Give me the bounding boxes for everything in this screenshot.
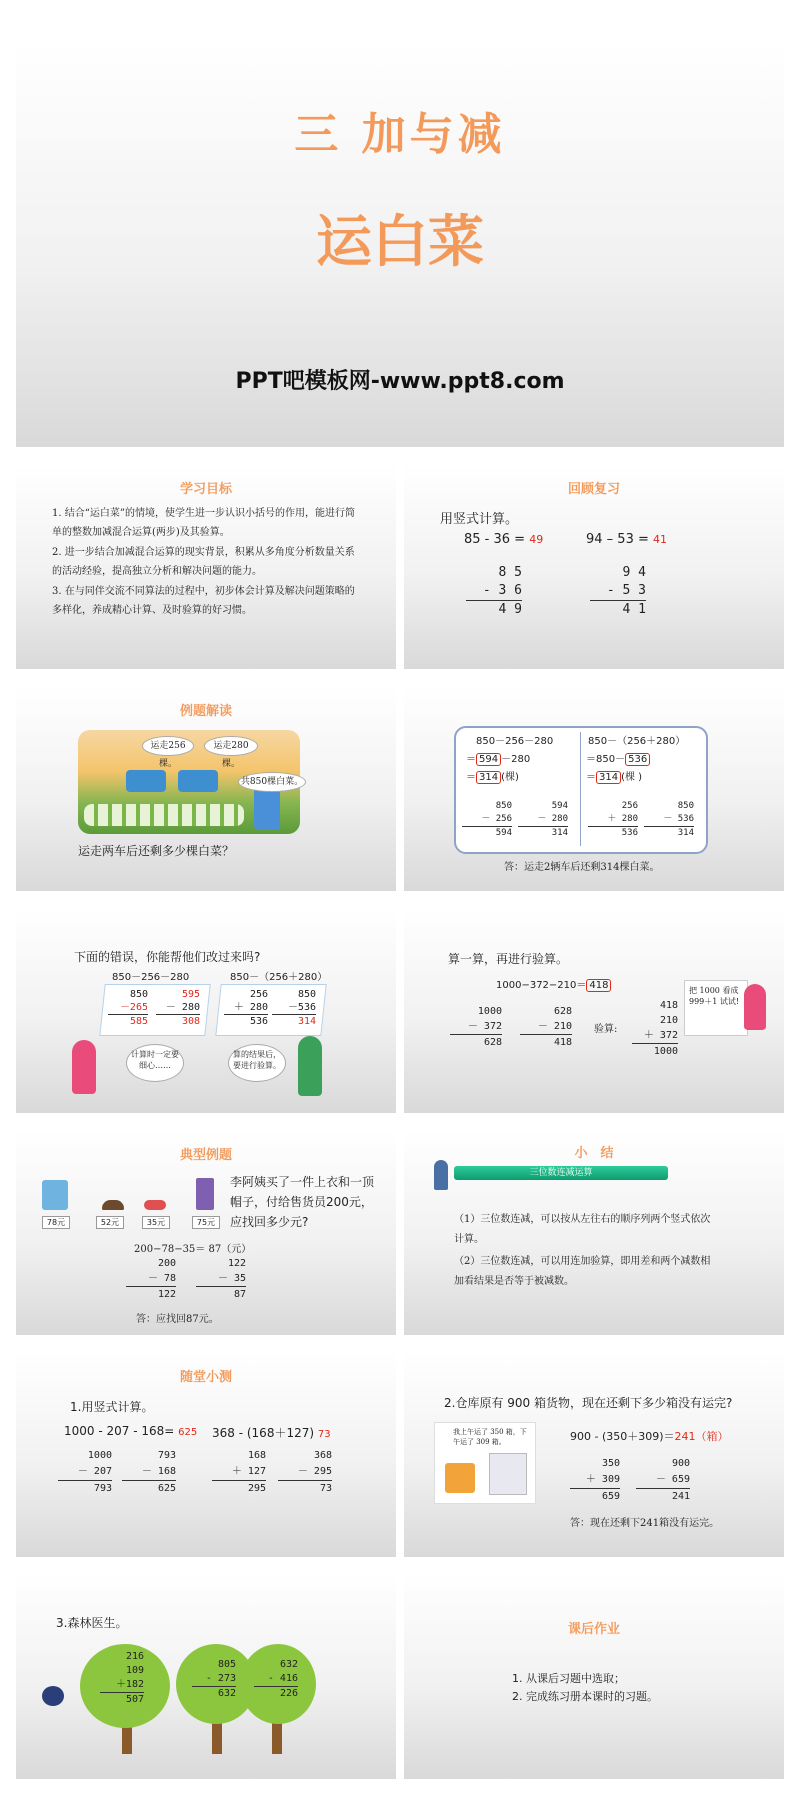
operand: 9 4	[622, 565, 646, 580]
result: 536	[224, 1014, 268, 1028]
warehouse-slide	[404, 1352, 784, 1557]
result: 226	[254, 1686, 298, 1701]
calc-vertical-1	[450, 1004, 502, 1050]
equals: ＝	[586, 772, 596, 783]
typical-expression: 200−78−35＝ 87（元）	[134, 1244, 252, 1255]
practice-label: 1.用竖式计算。	[70, 1400, 154, 1414]
boxed-value: 536	[625, 753, 650, 766]
review-q1: 85 - 36 =	[464, 532, 526, 547]
result: 418	[520, 1034, 572, 1050]
example-question: 运走两车后还剩多少棵白菜？	[78, 844, 235, 858]
calc-title: 算一算，再进行验算。	[448, 952, 569, 966]
warehouse-question: 2.仓库原有 900 箱货物，现在还剩下多少箱没有运完?	[444, 1396, 733, 1410]
operand: 109	[125, 1665, 144, 1676]
answer: 625	[178, 1427, 198, 1438]
error-vertical-2	[156, 988, 200, 1028]
truck-icon	[178, 770, 218, 792]
solution-vertical-4	[644, 800, 694, 840]
practice-vertical-3	[212, 1448, 266, 1497]
left-step-2	[466, 768, 519, 783]
typical-title: 典型例题	[179, 1148, 232, 1163]
hat-icon	[102, 1200, 124, 1210]
operand: 256	[621, 801, 638, 811]
operand: 850	[129, 989, 148, 1000]
operand: － 168	[141, 1466, 176, 1477]
operand: － 35	[217, 1273, 246, 1284]
summary-banner: 三位数连减运算	[454, 1166, 668, 1180]
unit: (棵 )	[621, 772, 643, 783]
operand: － 78	[147, 1273, 176, 1284]
practice-q1-row	[64, 1424, 197, 1438]
result: 314	[644, 826, 694, 840]
summary-point-1: （1）三位数连减，可以按从左往右的顺序列两个竖式依次计算。	[454, 1214, 711, 1245]
speech-bubble	[142, 736, 194, 769]
result: 659	[570, 1488, 620, 1505]
calc-expression	[496, 976, 611, 991]
operand: 805	[217, 1659, 236, 1670]
forest-slide	[16, 1574, 396, 1779]
practice-slide	[16, 1352, 396, 1557]
forest-problem-3	[254, 1658, 298, 1701]
practice-title: 随堂小测	[179, 1370, 232, 1385]
operand: ＋ 280	[607, 814, 638, 824]
tip-text: 把 1000 看成 999＋1 试试!	[689, 986, 740, 1006]
right-expression: 850－（256＋280）	[588, 736, 686, 747]
answer: 241（箱）	[674, 1430, 729, 1443]
cover-slide	[16, 40, 784, 447]
boy-figure	[298, 1036, 322, 1096]
unit-title: 三 加与减	[294, 109, 506, 160]
error-vertical-3	[224, 988, 268, 1028]
solution-vertical-3	[588, 800, 638, 840]
warehouse-vertical-1	[570, 1456, 620, 1505]
lesson-title: 运白菜	[316, 210, 484, 275]
operand: 216	[125, 1651, 144, 1662]
operand: － 210	[537, 1021, 572, 1032]
homework-item-1: 1. 从课后习题中选取；	[512, 1672, 625, 1685]
truck-icon	[126, 770, 166, 792]
practice-vertical-1	[58, 1448, 112, 1497]
review-q2-row	[586, 532, 667, 547]
equals: ＝	[466, 772, 476, 783]
operand: －265	[119, 1002, 148, 1013]
thought-bubble	[126, 1044, 184, 1082]
errors-expr-1: 850－256－280	[112, 972, 190, 983]
operand: - 5 3	[606, 583, 646, 598]
cabbage-rows	[84, 804, 244, 826]
question: 368 - (168＋127)	[212, 1426, 315, 1440]
operand: ＋182	[115, 1679, 144, 1690]
operand: 350	[601, 1458, 620, 1469]
objectives-slide	[16, 464, 396, 669]
left-expression: 850－256－280	[476, 736, 554, 747]
errors-expr-2: 850－（256＋280）	[230, 972, 328, 983]
result: 4 9	[466, 600, 522, 619]
result: 4 1	[590, 600, 646, 619]
skirt-icon	[196, 1178, 214, 1210]
operand: - 273	[205, 1673, 236, 1684]
warehouse-answer: 答：现在还剩下241箱没有运完。	[570, 1518, 720, 1529]
teacher-figure	[434, 1160, 448, 1190]
operand: 210	[659, 1015, 678, 1026]
example-slide	[16, 686, 396, 891]
bubble-text: 运走256棵。	[150, 741, 186, 769]
question: 1000 - 207 - 168=	[64, 1424, 175, 1438]
girl-figure	[72, 1040, 96, 1094]
result: 122	[126, 1286, 176, 1302]
operand: 628	[553, 1006, 572, 1017]
result: 1000	[632, 1043, 678, 1059]
homework-slide	[404, 1574, 784, 1779]
homework-item-2: 2. 完成练习册本课时的习题。	[512, 1690, 658, 1703]
error-vertical-4	[272, 988, 316, 1028]
check-vertical	[632, 998, 678, 1059]
step-rest: －280	[501, 754, 531, 765]
expression: 900 - (350＋309)＝	[570, 1430, 675, 1443]
review-a1: 49	[529, 533, 544, 546]
result: 536	[588, 826, 638, 840]
operand: 1000	[477, 1006, 502, 1017]
bird-icon	[42, 1686, 64, 1706]
operand: 594	[551, 801, 568, 811]
price-tag: 35元	[142, 1216, 170, 1229]
forest-title: 3.森林医生。	[56, 1616, 128, 1630]
forklift-icon	[445, 1463, 475, 1493]
operand: 8 5	[498, 565, 522, 580]
boxed-value: 418	[586, 979, 611, 992]
example-title: 例题解读	[179, 704, 232, 719]
operand: － 256	[481, 814, 512, 824]
price-tag: 52元	[96, 1216, 124, 1229]
price-tag: 78元	[42, 1216, 70, 1229]
review-vertical-2	[590, 564, 646, 619]
bubble-text: 计算时一定要细心……	[131, 1050, 179, 1070]
operand: 122	[227, 1258, 246, 1269]
review-a2: 41	[653, 533, 668, 546]
objectives-item-3: 3. 在与同伴交流不同算法的过程中，初步体会计算及解决问题策略的多样化，养成精心计算、及时验算的好习惯。	[52, 586, 355, 616]
review-slide	[404, 464, 784, 669]
summary-point-2: （2）三位数连减，可以用连加验算，即用差和两个减数相加看结果是否等于被减数。	[454, 1256, 711, 1287]
operand: 418	[659, 1000, 678, 1011]
typical-vertical-2	[196, 1256, 246, 1302]
check-label: 验算:	[594, 1024, 618, 1035]
review-q1-row	[464, 532, 543, 547]
typical-answer: 答：应找回87元。	[136, 1314, 219, 1325]
bubble-text: 共850棵白菜。	[240, 777, 304, 787]
objectives-item-1: 1. 结合“运白菜”的情境，使学生进一步认识小括号的作用，能进行简单的整数加减混合运算(两步)及其验算。	[52, 508, 355, 538]
forest-problem-2	[192, 1658, 236, 1701]
bubble-text: 运走280棵。	[213, 741, 249, 769]
typical-slide	[16, 1130, 396, 1335]
result: 73	[278, 1480, 332, 1497]
jacket-icon	[42, 1180, 68, 1210]
operand: －536	[287, 1002, 316, 1013]
solution-slide	[404, 686, 784, 891]
warehouse-expression	[570, 1428, 729, 1444]
step-lead: ＝850－	[586, 754, 626, 765]
bubble-text: 算的结果后，要进行验算。	[233, 1050, 281, 1070]
warehouse-note: 我上午运了 350 箱，下午运了 309 箱。	[453, 1428, 527, 1446]
calc-check-slide	[404, 908, 784, 1113]
thought-bubble	[228, 1044, 286, 1082]
summary-title: 小 结	[574, 1146, 614, 1161]
result: 87	[196, 1286, 246, 1302]
operand: － 659	[655, 1474, 690, 1485]
result: 793	[58, 1480, 112, 1497]
operand: 850	[495, 801, 512, 811]
operand: ＋ 309	[585, 1474, 620, 1485]
left-step-1	[466, 750, 530, 765]
operand: － 280	[165, 1002, 200, 1013]
solution-answer: 答：运走2辆车后还剩314棵白菜。	[504, 862, 660, 873]
operand: 850	[297, 989, 316, 1000]
practice-vertical-2	[122, 1448, 176, 1497]
operand: ＋ 280	[233, 1002, 268, 1013]
right-step-1	[586, 750, 650, 765]
operand: - 3 6	[482, 583, 522, 598]
equals: ＝	[466, 754, 476, 765]
review-q2: 94 – 53 =	[586, 532, 649, 547]
operand: ＋ 127	[231, 1466, 266, 1477]
speech-bubble	[238, 772, 306, 792]
errors-slide	[16, 908, 396, 1113]
result: 308	[156, 1014, 200, 1028]
operand: 900	[671, 1458, 690, 1469]
speech-bubble	[204, 736, 258, 769]
summary-slide	[404, 1130, 784, 1335]
solution-vertical-2	[518, 800, 568, 840]
errors-title: 下面的错误，你能帮他们改过来吗?	[74, 950, 261, 964]
operand: 256	[249, 989, 268, 1000]
site-credit: PPT吧模板网-www.ppt8.com	[235, 369, 565, 394]
expression: 1000−372−210＝	[496, 980, 587, 991]
result: 241	[636, 1488, 690, 1505]
shoe-icon	[144, 1200, 166, 1210]
operand: 595	[181, 989, 200, 1000]
operand: － 280	[537, 814, 568, 824]
unit: (棵)	[501, 772, 519, 783]
typical-vertical-1	[126, 1256, 176, 1302]
objectives-item-2: 2. 进一步结合加减混合运算的现实背景，积累从多角度分析数量关系的活动经验，提高独立分析和解决问题的能力。	[52, 547, 355, 577]
operand: 1000	[87, 1450, 112, 1461]
objectives-title: 学习目标	[179, 482, 232, 497]
result: 295	[212, 1480, 266, 1497]
error-vertical-1	[108, 988, 148, 1028]
operand: － 372	[467, 1021, 502, 1032]
calc-vertical-2	[520, 1004, 572, 1050]
tip-card	[684, 980, 748, 1036]
result: 594	[462, 826, 512, 840]
warehouse-illustration	[434, 1422, 536, 1504]
warehouse-vertical-2	[636, 1456, 690, 1505]
review-title: 回顾复习	[567, 482, 620, 497]
result: 314	[518, 826, 568, 840]
operand: 368	[313, 1450, 332, 1461]
girl-figure	[744, 984, 766, 1030]
typical-problem: 李阿姨买了一件上衣和一顶帽子，付给售货员200元，应找回多少元?	[230, 1175, 375, 1229]
boxed-value: 314	[596, 771, 621, 784]
operand: - 416	[267, 1673, 298, 1684]
homework-title: 课后作业	[567, 1622, 620, 1637]
operand: 632	[279, 1659, 298, 1670]
solution-panel	[454, 726, 708, 854]
forest-problem-1	[100, 1650, 144, 1707]
solution-vertical-1	[462, 800, 512, 840]
panel-divider	[580, 732, 581, 846]
right-step-2	[586, 768, 642, 783]
result: 625	[122, 1480, 176, 1497]
result: 628	[450, 1034, 502, 1050]
result: 632	[192, 1686, 236, 1701]
boxed-value: 314	[476, 771, 501, 784]
review-vertical-1	[466, 564, 522, 619]
price-tag: 75元	[192, 1216, 220, 1229]
practice-vertical-4	[278, 1448, 332, 1497]
operand: － 207	[77, 1466, 112, 1477]
boxed-value: 594	[476, 753, 501, 766]
result: 507	[100, 1692, 144, 1707]
boxes-icon	[489, 1453, 527, 1495]
operand: 850	[677, 801, 694, 811]
operand: － 536	[663, 814, 694, 824]
answer: 73	[317, 1429, 331, 1440]
operand: ＋ 372	[643, 1030, 678, 1041]
practice-q2-row	[212, 1424, 331, 1441]
operand: 168	[247, 1450, 266, 1461]
result: 314	[272, 1014, 316, 1028]
operand: 200	[157, 1258, 176, 1269]
result: 585	[108, 1014, 148, 1028]
operand: 793	[157, 1450, 176, 1461]
operand: － 295	[297, 1466, 332, 1477]
review-instruction: 用竖式计算。	[440, 512, 519, 527]
